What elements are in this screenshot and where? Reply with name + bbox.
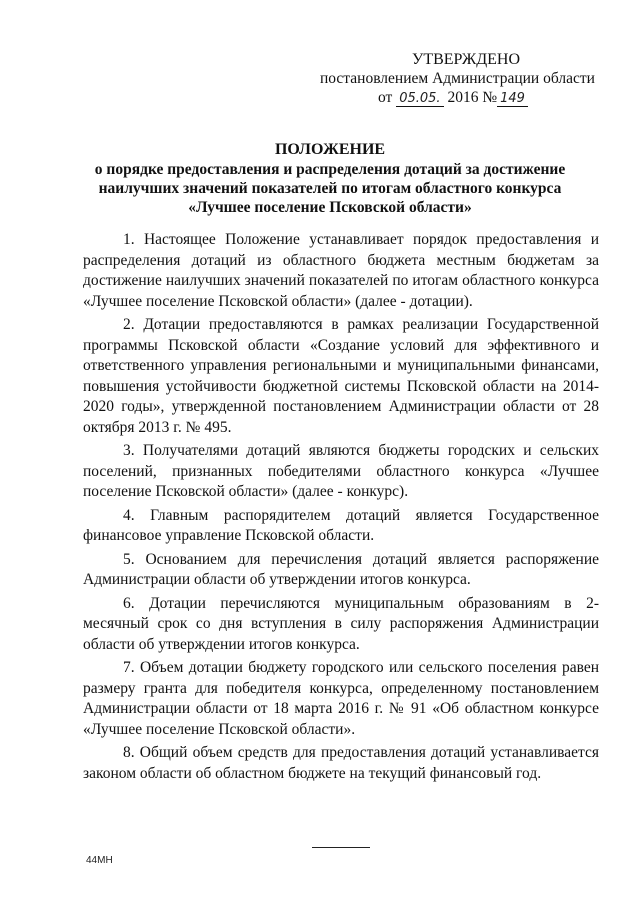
paragraph-3: 3. Получателями дотаций являются бюджеты городских и сельских поселений, признанных победителями областного конкурса «Лучшее поселение Псковской области» (далее - конкурс).	[83, 442, 599, 500]
footer-code: 44МН	[86, 855, 113, 866]
title-line-1: о порядке предоставления и распределения дотаций за достижение	[94, 161, 566, 178]
title-line-2: наилучших значений показателей по итогам областного конкурса	[98, 180, 562, 197]
paragraph-7: 7. Объем дотации бюджету городского или сельского поселения равен размеру гранта для победителя конкурса, определенному постановлением Администрации области от 18 марта 2016 г. № 91 «Об областном конкурсе «Лучшее поселение Псковской области».	[83, 659, 599, 738]
paragraph-4: 4. Главным распорядителем дотаций является Государственное финансовое управление Псковской области.	[83, 506, 599, 544]
footer-divider	[312, 847, 370, 848]
title-line-3: «Лучшее поселение Псковской области»	[188, 199, 472, 216]
approval-number-handwritten: 149	[497, 92, 528, 107]
approval-from-label: от	[378, 89, 393, 106]
approval-heading: УТВЕРЖДЕНО	[412, 51, 521, 68]
paragraph-8: 8. Общий объем средств для предоставления дотаций устанавливается законом области об областном бюджете на текущий финансовый год.	[83, 744, 599, 782]
paragraph-6: 6. Дотации перечисляются муниципальным образованиям в 2-месячный срок со дня вступления в силу распоряжения Администрации области об утверждении итогов конкурса.	[83, 594, 599, 653]
title-main: ПОЛОЖЕНИЕ	[274, 141, 386, 158]
approval-year-label: 2016 №	[447, 89, 498, 106]
paragraph-5: 5. Основанием для перечисления дотаций является распоряжение Администрации области об утверждении итогов конкурса.	[83, 550, 599, 588]
document-body	[83, 230, 599, 787]
approval-authority: постановлением Администрации области	[320, 70, 595, 87]
document-title	[60, 140, 600, 217]
approval-date-handwritten: 05.05.	[396, 92, 443, 107]
approval-date-line	[300, 88, 600, 107]
paragraph-2: 2. Дотации предоставляются в рамках реализации Государственной программы Псковской области «Создание условий для эффективного и ответственного управления региональными и муниципальными финансами, повышения устойчивости бюджетной системы Псковской области на 2014-2020 годы», утвержденной постановлением Администрации области от 28 октября 2013 г. № 495.	[83, 316, 599, 436]
approval-stamp	[300, 50, 600, 107]
paragraph-1: 1. Настоящее Положение устанавливает порядок предоставления и распределения дотаций из областного бюджета местным бюджетам за достижение наилучших значений показателей по итогам областного конкурса «Лучшее поселение Псковской области» (далее - дотации).	[83, 231, 599, 310]
